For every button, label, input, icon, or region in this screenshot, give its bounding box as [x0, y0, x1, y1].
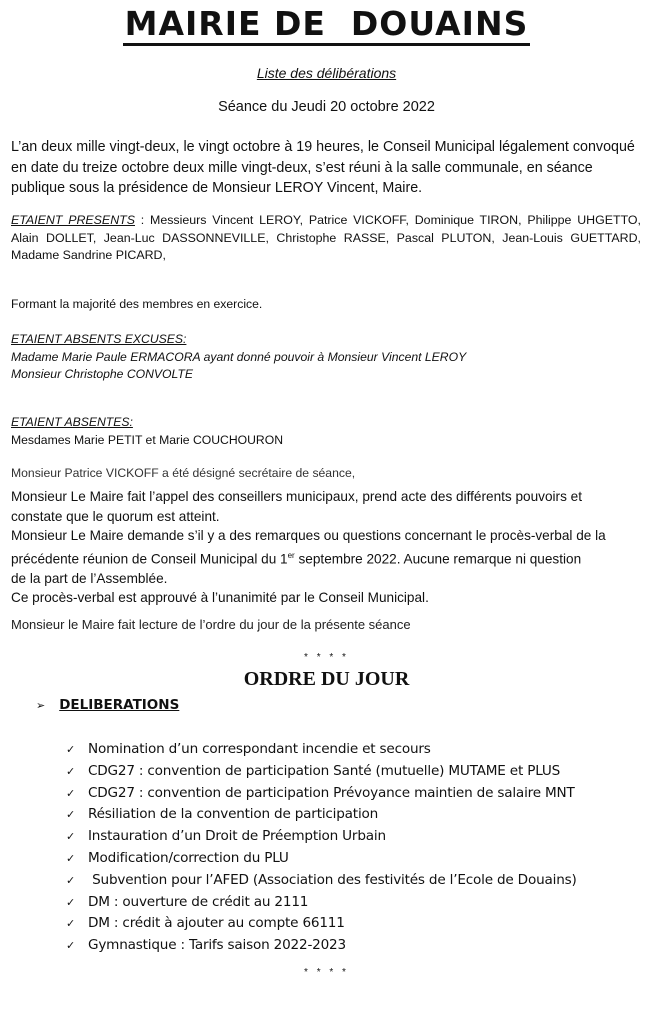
- checkmark-icon: ✓: [66, 786, 76, 800]
- deliberations-heading: [36, 697, 179, 713]
- checkmark-icon: ✓: [66, 851, 76, 865]
- checkmark-icon: ✓: [66, 764, 76, 778]
- agenda-item-text: Nomination d’un correspondant incendie et secours: [88, 741, 431, 757]
- checkmark-icon: ✓: [66, 917, 76, 931]
- agenda-item-text: DM : ouverture de crédit au 2111: [88, 893, 309, 910]
- agenda-list: [66, 739, 577, 957]
- agenda-item-text: Instauration d’un Droit de Préemption Urbain: [88, 828, 386, 845]
- agenda-item-text: CDG27 : convention de participation Santé (mutuelle) MUTAME et PLUS: [88, 762, 561, 779]
- agenda-item: [66, 826, 577, 848]
- presents-paragraph: [11, 212, 641, 265]
- presents-label: ETAIENT PRESENTS: [11, 213, 135, 227]
- agenda-item: [66, 848, 577, 870]
- checkmark-icon: ✓: [66, 830, 76, 844]
- lecture-text: Monsieur le Maire fait lecture de l’ordre du jour de la présente séance: [11, 617, 411, 632]
- absents-excuses-line: Monsieur Christophe CONVOLTE: [11, 367, 193, 381]
- absents-excuses-label: ETAIENT ABSENTS EXCUSES:: [11, 332, 187, 346]
- deliberations-label: DELIBERATIONS: [59, 697, 180, 713]
- checkmark-icon: ✓: [66, 743, 76, 756]
- agenda-item: [66, 935, 577, 957]
- checkmark-icon: ✓: [66, 808, 76, 822]
- presents-text: : Messieurs Vincent LEROY, Patrice VICKOFF, Dominique TIRON, Philippe UHGETTO, Alain DOLLET, Jean-Luc DASSONNEVILLE, Christophe RASSE, Pascal PLUTON, Jean-Louis GUETTARD, Madame Sandrine PICARD,: [11, 213, 641, 262]
- appel-line: de la part de l’Assemblée.: [11, 570, 168, 586]
- absents-excuses-block: [11, 331, 641, 384]
- intro-paragraph: L’an deux mille vingt-deux, le vingt octobre à 19 heures, le Conseil Municipal légalement convoqué en date du treize octobre deux mille vingt-deux, s’est réuni à la salle communale, en séance publique sous la présidence de Monsieur LEROY Vincent, Maire.: [11, 139, 635, 196]
- agenda-item-text: Gymnastique : Tarifs saison 2022-2023: [88, 937, 346, 954]
- checkmark-icon: ✓: [66, 895, 76, 909]
- appel-line: constate que le quorum est atteint.: [11, 508, 220, 524]
- appel-line: Monsieur Le Maire demande s’il y a des remarques ou questions concernant le procès-verbal de la: [11, 528, 606, 543]
- document-subtitle: Liste des délibérations: [256, 65, 397, 81]
- separator-stars-bottom: * * * *: [304, 967, 349, 978]
- absentes-text: Mesdames Marie PETIT et Marie COUCHOURON: [11, 432, 284, 447]
- checkmark-icon: ✓: [66, 939, 76, 953]
- agenda-item: [66, 870, 577, 892]
- agenda-item: [66, 783, 577, 805]
- appel-text: septembre 2022. Aucune remarque ni question: [294, 551, 582, 567]
- arrow-bullet-icon: ➢: [36, 699, 46, 712]
- appel-paragraph: [11, 487, 641, 608]
- agenda-item-text: Subvention pour l’AFED (Association des festivités de l’Ecole de Douains): [88, 871, 577, 888]
- separator-stars: * * * *: [304, 652, 349, 663]
- absents-excuses-line: Madame Marie Paule ERMACORA ayant donné pouvoir à Monsieur Vincent LEROY: [11, 349, 467, 364]
- secretaire-text: Monsieur Patrice VICKOFF a été désigné secrétaire de séance,: [11, 466, 356, 480]
- appel-text: précédente réunion de Conseil Municipal du 1: [11, 551, 288, 567]
- majorite-text: Formant la majorité des membres en exercice.: [11, 297, 263, 311]
- seance-date: Séance du Jeudi 20 octobre 2022: [218, 99, 435, 115]
- agenda-item: [66, 892, 577, 914]
- ordre-du-jour-title: ORDRE DU JOUR: [243, 668, 410, 690]
- agenda-item-text: Résiliation de la convention de participation: [88, 806, 379, 823]
- absentes-label: ETAIENT ABSENTES:: [11, 415, 133, 429]
- appel-line: [11, 546, 641, 569]
- title-text: MAIRIE DE DOUAINS: [123, 4, 531, 46]
- absentes-block: [11, 414, 641, 449]
- agenda-item: [66, 913, 577, 935]
- agenda-item: [66, 739, 577, 761]
- superscript: er: [287, 550, 295, 560]
- appel-line: Monsieur Le Maire fait l’appel des conseillers municipaux, prend acte des différents pouvoirs et: [11, 489, 582, 504]
- agenda-item: [66, 804, 577, 826]
- document-title: [0, 4, 653, 44]
- checkmark-icon: ✓: [66, 873, 76, 887]
- agenda-item-text: Modification/correction du PLU: [88, 849, 289, 866]
- agenda-item-text: CDG27 : convention de participation Prévoyance maintien de salaire MNT: [88, 784, 575, 801]
- agenda-item: [66, 761, 577, 783]
- agenda-item-text: DM : crédit à ajouter au compte 66111: [88, 915, 345, 932]
- appel-line: Ce procès-verbal est approuvé à l’unanimité par le Conseil Municipal.: [11, 590, 429, 606]
